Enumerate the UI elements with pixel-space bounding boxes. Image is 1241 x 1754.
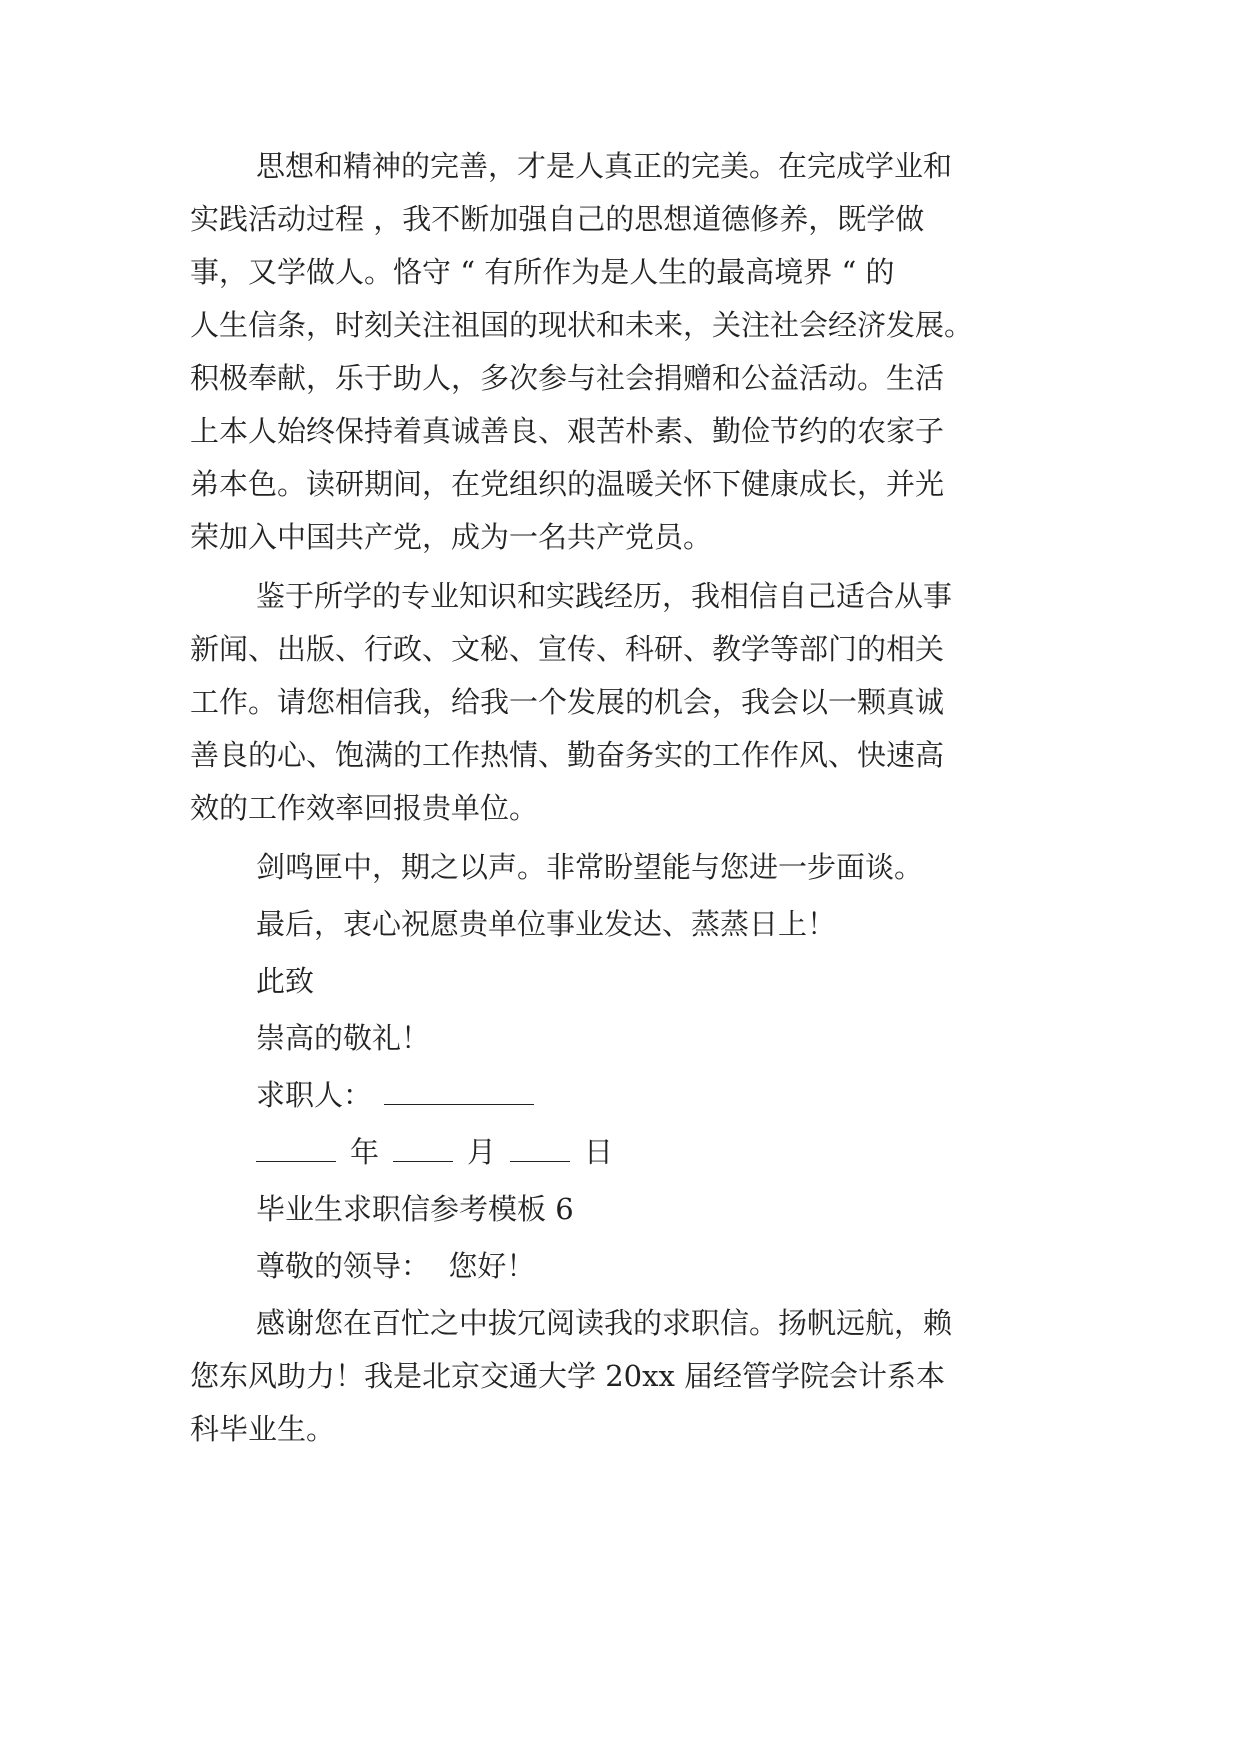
paragraph-line: 上本人始终保持着真诚善良、艰苦朴素、勤俭节约的农家子 [190,414,945,448]
applicant-line [256,1075,1056,1115]
date-line [256,1132,1056,1172]
paragraph-line: 荣加入中国共产党，成为一名共产党员。 [190,520,713,554]
paragraph-line: 人生信条，时刻关注祖国的现状和未来，关注社会经济发展。 [190,308,974,342]
paragraph-line: 科毕业生。 [190,1412,336,1446]
salutation: 此致 [256,964,315,998]
salutation: 崇高的敬礼！ [256,1021,431,1055]
closing-line: 最后，衷心祝愿贵单位事业发达、蒸蒸日上！ [256,907,837,941]
month-label: 月 [467,1135,497,1169]
paragraph-line: 思想和精神的完善，才是人真正的完美。在完成学业和 [256,149,953,183]
paragraph-line: 积极奉献，乐于助人，多次参与社会捐赠和公益活动。生活 [190,361,945,395]
paragraph-line: 您东风助力！我是北京交通大学 20xx 届经管学院会计系本 [190,1359,946,1393]
greeting: 尊敬的领导： 您好！ [256,1249,536,1283]
day-label: 日 [584,1135,614,1169]
paragraph-line: 感谢您在百忙之中拔冗阅读我的求职信。扬帆远航，赖 [256,1306,953,1340]
day-blank [510,1161,570,1162]
applicant-label: 求职人： [256,1078,373,1112]
paragraph-line: 鉴于所学的专业知识和实践经历，我相信自己适合从事 [256,579,953,613]
paragraph-line: 新闻、出版、行政、文秘、宣传、科研、教学等部门的相关 [190,632,945,666]
paragraph-line: 事，又学做人。恪守 “ 有所作为是人生的最高境界 “ 的 [190,255,895,289]
paragraph-line: 善良的心、饱满的工作热情、勤奋务实的工作作风、快速高 [190,738,945,772]
closing-line: 剑鸣匣中，期之以声。非常盼望能与您进一步面谈。 [256,850,924,884]
paragraph-line: 效的工作效率回报贵单位。 [190,791,539,825]
paragraph-line: 实践活动过程 ，我不断加强自己的思想道德修养，既学做 [190,202,925,236]
year-label: 年 [350,1135,380,1169]
section-title: 毕业生求职信参考模板 6 [256,1192,574,1226]
applicant-blank [384,1104,534,1105]
paragraph-line: 工作。请您相信我，给我一个发展的机会，我会以一颗真诚 [190,685,945,719]
year-blank [256,1161,336,1162]
month-blank [393,1161,453,1162]
paragraph-line: 弟本色。读研期间，在党组织的温暖关怀下健康成长，并光 [190,467,945,501]
